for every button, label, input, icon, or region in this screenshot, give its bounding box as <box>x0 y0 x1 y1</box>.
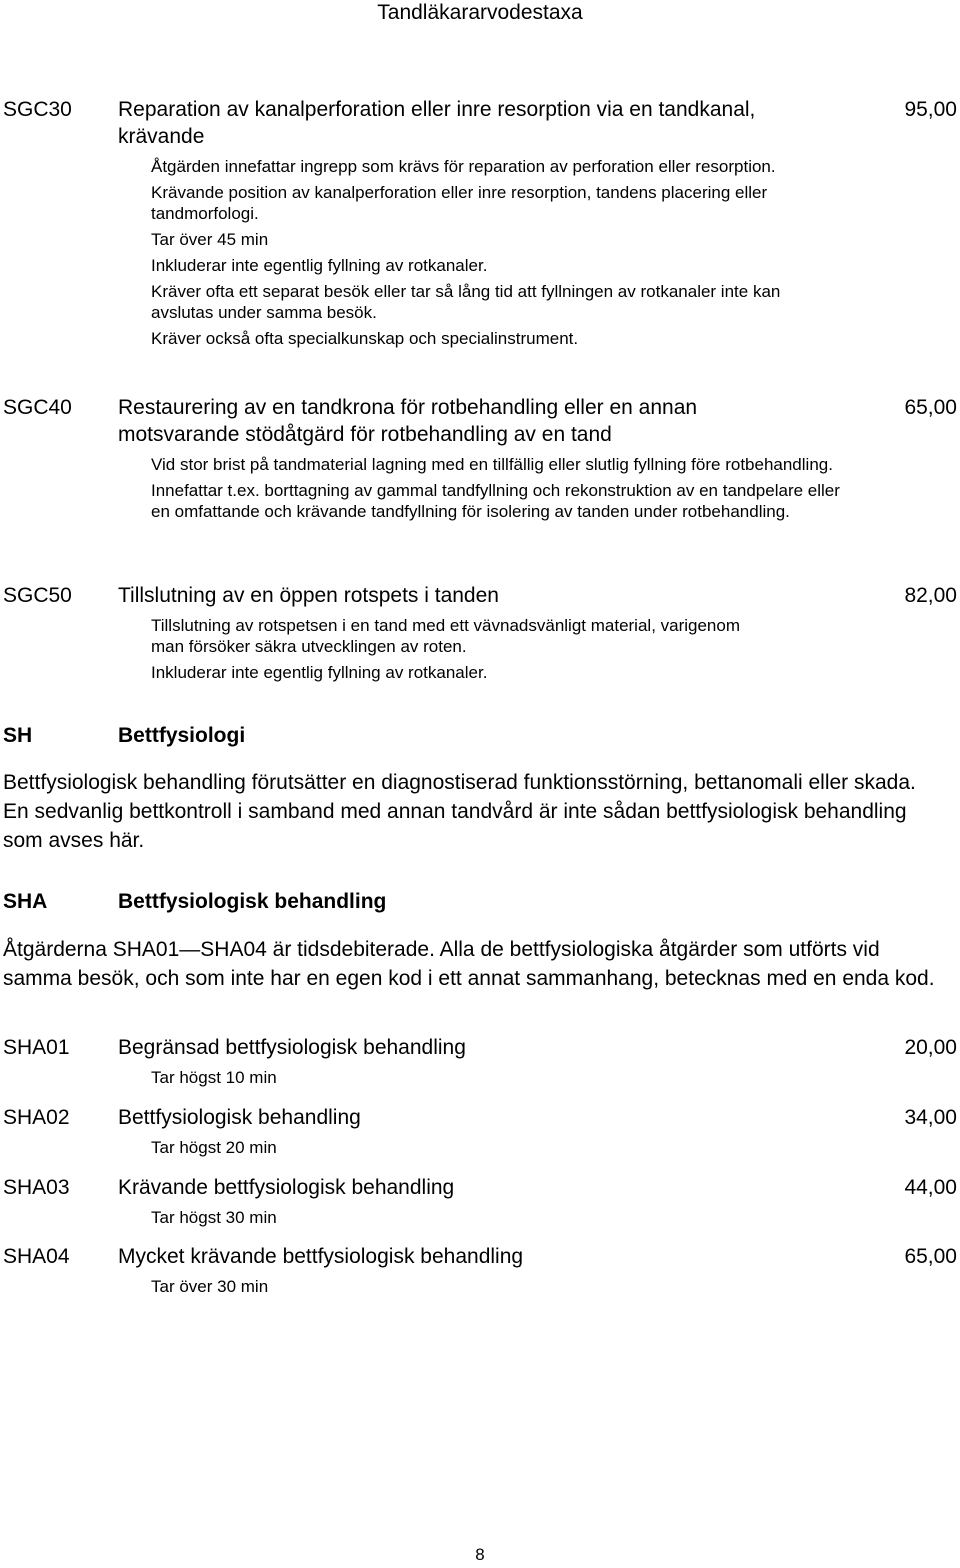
procedure-description: Tar högst 20 min <box>151 1138 277 1157</box>
procedure-title: Mycket krävande bettfysiologisk behandling <box>118 1245 524 1268</box>
description-line: Tar över 45 min <box>151 230 269 249</box>
description-line: Innefattar t.ex. borttagning av gammal tandfyllning och rekonstruktion av en tandpelare eller en omfattande och krävande tandfyllning för isolering av tanden under rotbehandling. <box>151 481 840 521</box>
procedure-code: SHA02 <box>3 1106 70 1129</box>
procedure-title: Krävande bettfysiologisk behandling <box>118 1176 455 1199</box>
description-line: Inkluderar inte egentlig fyllning av rotkanaler. <box>151 256 488 275</box>
procedure-code: SHA03 <box>3 1176 70 1199</box>
procedure-description <box>151 615 771 688</box>
procedure-title: Reparation av kanalperforation eller inre resorption via en tandkanal, krävande <box>118 98 756 148</box>
procedure-price: 44,00 <box>904 1176 957 1199</box>
page-header-title: Tandläkararvodestaxa <box>377 1 583 24</box>
procedure-price: 20,00 <box>904 1036 957 1059</box>
procedure-code: SHA04 <box>3 1245 70 1268</box>
procedure-code: SGC40 <box>3 396 72 419</box>
section-title-sh: Bettfysiologi <box>118 724 246 747</box>
description-line: Inkluderar inte egentlig fyllning av rotkanaler. <box>151 663 488 682</box>
procedure-price: 65,00 <box>904 1245 957 1268</box>
procedure-title: Restaurering av en tandkrona för rotbehandling eller en annan motsvarande stödåtgärd för rotbehandling av en tand <box>118 396 698 446</box>
description-line: Åtgärden innefattar ingrepp som krävs för reparation av perforation eller resorption. <box>151 157 776 176</box>
section-code-sh: SH <box>3 724 33 747</box>
description-line: Vid stor brist på tandmaterial lagning med en tillfällig eller slutlig fyllning före rotbehandling. <box>151 455 833 474</box>
procedure-description: Tar över 30 min <box>151 1277 269 1296</box>
procedure-code: SHA01 <box>3 1036 70 1059</box>
procedure-description: Tar högst 10 min <box>151 1068 277 1087</box>
procedure-price: 82,00 <box>904 584 957 607</box>
section-intro-sha: Åtgärderna SHA01—SHA04 är tidsdebiterade. Alla de bettfysiologiska åtgärder som utförts vid samma besök, och som inte har en egen kod i ett annat sammanhang, betecknas med en enda kod. <box>3 938 935 990</box>
procedure-description <box>151 156 851 354</box>
procedure-price: 34,00 <box>904 1106 957 1129</box>
procedure-title: Bettfysiologisk behandling <box>118 1106 361 1129</box>
procedure-code: SGC30 <box>3 98 72 121</box>
page-number: 8 <box>475 1545 485 1564</box>
section-code-sha: SHA <box>3 890 48 913</box>
procedure-title: Tillslutning av en öppen rotspets i tanden <box>118 584 499 607</box>
section-title-sha: Bettfysiologisk behandling <box>118 890 387 913</box>
description-line: Kräver ofta ett separat besök eller tar så lång tid att fyllningen av rotkanaler inte kan avslutas under samma besök. <box>151 282 781 322</box>
description-line: Tillslutning av rotspetsen i en tand med ett vävnadsvänligt material, varigenom man försöker säkra utvecklingen av roten. <box>151 616 741 656</box>
section-intro-sh: Bettfysiologisk behandling förutsätter en diagnostiserad funktionsstörning, bettanomali eller skada. En sedvanlig bettkontroll i samband med annan tandvård är inte sådan bettfysiologisk behandling som avses här. <box>3 771 916 852</box>
procedure-price: 65,00 <box>904 396 957 419</box>
procedure-description <box>151 454 841 527</box>
procedure-code: SGC50 <box>3 584 72 607</box>
description-line: Kräver också ofta specialkunskap och specialinstrument. <box>151 329 579 348</box>
procedure-title: Begränsad bettfysiologisk behandling <box>118 1036 466 1059</box>
description-line: Krävande position av kanalperforation eller inre resorption, tandens placering eller tandmorfologi. <box>151 183 768 223</box>
procedure-description: Tar högst 30 min <box>151 1208 277 1227</box>
procedure-price: 95,00 <box>904 98 957 121</box>
